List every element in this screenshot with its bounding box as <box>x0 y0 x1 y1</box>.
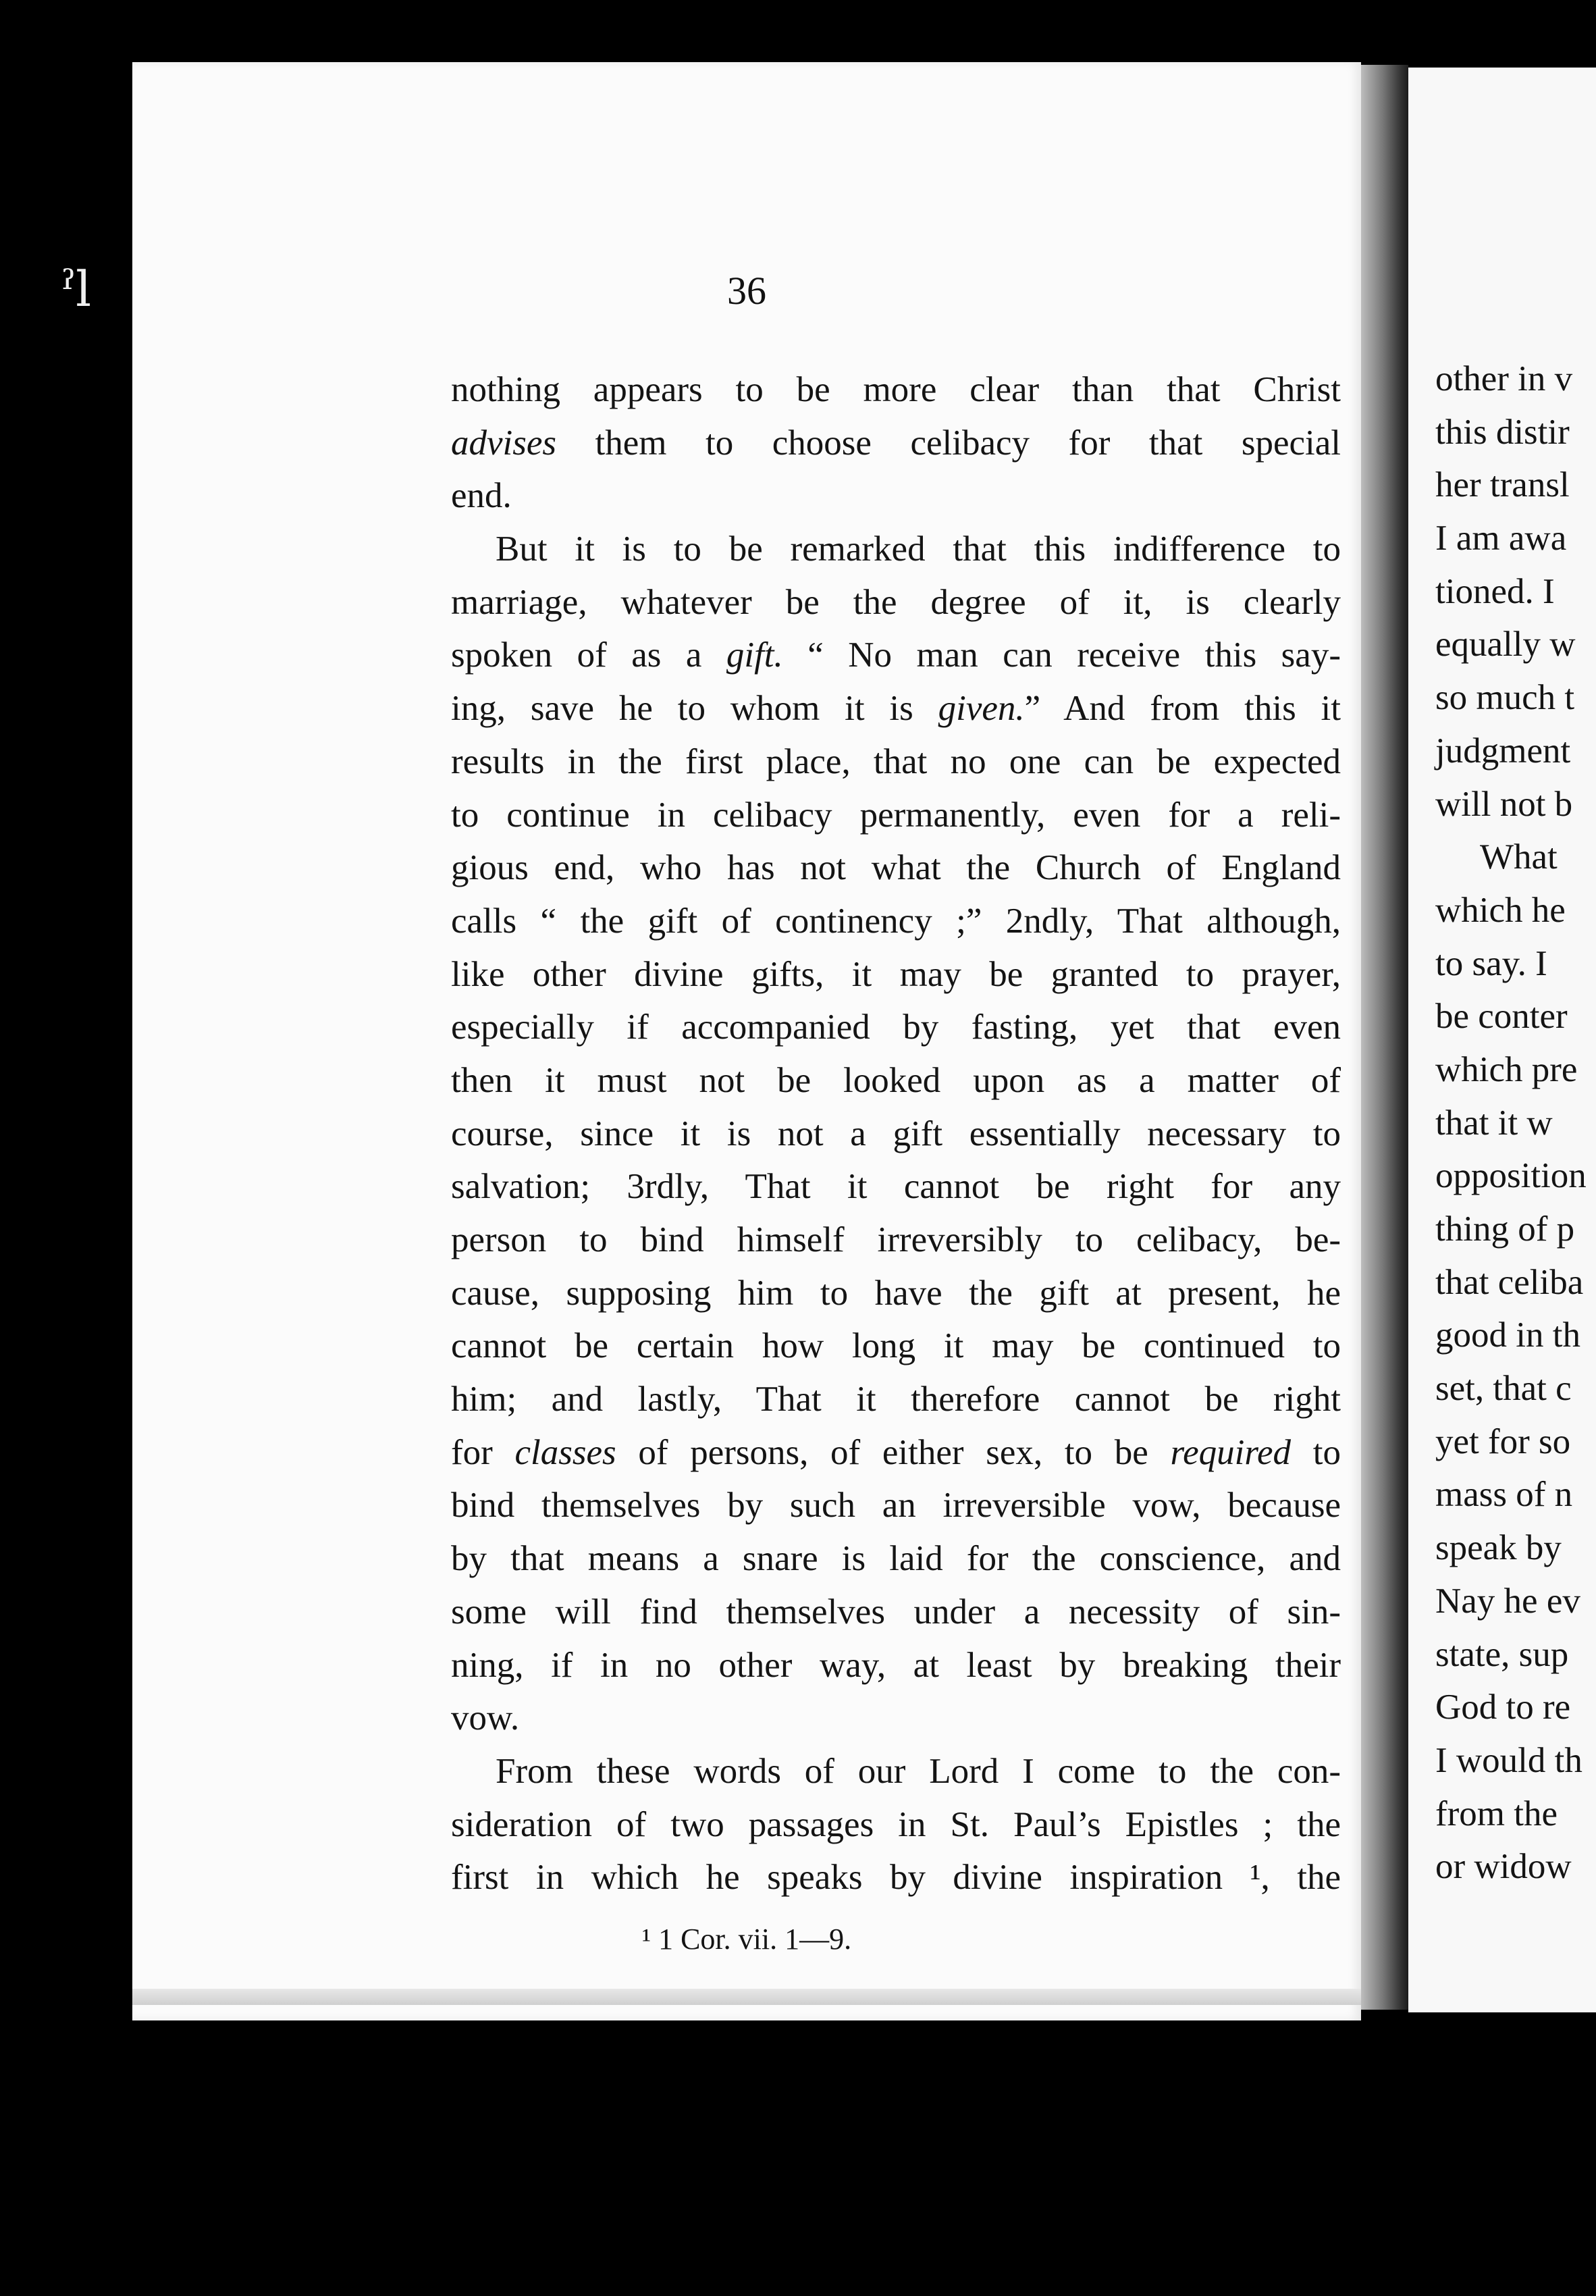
right-text-line: be conter <box>1435 997 1568 1037</box>
text-run: course, since it is not a gift essentially necessary to <box>451 1114 1341 1153</box>
text-run: ing, save he to whom it is <box>451 689 938 729</box>
right-text-line: will not b <box>1435 784 1573 824</box>
text-line <box>451 948 1341 1001</box>
text-line <box>451 363 1341 417</box>
text-run: “ No man can receive this say- <box>782 635 1341 675</box>
text-line <box>451 1320 1341 1373</box>
right-text-line: state, sup <box>1435 1634 1569 1674</box>
italic-text: advises <box>451 423 557 463</box>
text-line <box>451 1532 1341 1586</box>
italic-text: given. <box>938 689 1025 729</box>
right-text-line: equally w <box>1435 625 1576 664</box>
right-text-line: set, that c <box>1435 1369 1572 1409</box>
right-text-line: this distir <box>1435 412 1570 452</box>
right-text-line: to say. I <box>1435 943 1547 983</box>
text-line <box>451 523 1341 576</box>
text-run: ning, if in no other way, at least by breaking their <box>451 1645 1341 1685</box>
text-run: bind themselves by such an irreversible vow, because <box>451 1486 1341 1525</box>
right-text-line: or widow <box>1435 1847 1572 1887</box>
italic-text: classes <box>514 1432 616 1472</box>
right-text-line: opposition <box>1435 1156 1587 1196</box>
text-run: to continue in celibacy permanently, even for a reli- <box>451 795 1341 835</box>
book-gutter <box>1361 65 1408 2010</box>
text-run: From these words of our Lord I come to the con- <box>496 1751 1341 1791</box>
text-run: spoken of as a <box>451 635 726 675</box>
text-run: some will find themselves under a necessity of sin- <box>451 1592 1341 1632</box>
right-text-line: that celiba <box>1435 1262 1584 1302</box>
right-text-line: good in th <box>1435 1315 1580 1355</box>
text-line <box>451 1214 1341 1267</box>
text-run: him; and lastly, That it therefore cannot be right <box>451 1380 1341 1419</box>
right-text-line: speak by <box>1435 1528 1562 1568</box>
text-run: like other divine gifts, it may be granted to prayer, <box>451 954 1341 994</box>
right-text-line: I would th <box>1435 1740 1582 1780</box>
text-line <box>451 576 1341 629</box>
text-run: salvation; 3rdly, That it cannot be right for any <box>451 1167 1341 1207</box>
text-run: marriage, whatever be the degree of it, is clearly <box>451 582 1341 622</box>
text-line <box>451 841 1341 895</box>
text-line <box>451 789 1341 842</box>
right-page-text <box>1435 353 1587 1894</box>
italic-text: gift. <box>726 635 783 675</box>
text-line <box>451 1267 1341 1320</box>
text-line <box>451 469 1341 523</box>
text-run: first in which he speaks by divine inspiration ¹, the <box>451 1858 1341 1898</box>
page-number: 36 <box>727 269 766 313</box>
text-line <box>451 735 1341 789</box>
margin-mark: ˀl <box>62 261 92 317</box>
right-text-line: yet for so <box>1435 1421 1571 1461</box>
text-run: them to choose celibacy for that special <box>556 423 1341 463</box>
text-line <box>451 895 1341 948</box>
text-line <box>451 1745 1341 1798</box>
left-page-edge <box>132 1989 1388 2005</box>
text-run: person to bind himself irreversibly to celibacy, be- <box>451 1220 1341 1259</box>
text-line <box>451 1798 1341 1852</box>
right-text-line: I am awa <box>1435 519 1567 558</box>
right-text-line: which pre <box>1435 1049 1578 1089</box>
right-text-line: from the <box>1435 1794 1558 1833</box>
text-line <box>451 1639 1341 1692</box>
text-line <box>451 1054 1341 1107</box>
right-text-line: tioned. I <box>1435 571 1555 611</box>
text-run: of persons, of either sex, to be <box>616 1432 1171 1472</box>
text-run: especially if accompanied by fasting, yet that even <box>451 1008 1341 1047</box>
left-page-text <box>451 363 1341 1904</box>
text-run: results in the first place, that no one can be expected <box>451 741 1341 781</box>
text-run: sideration of two passages in St. Paul’s Epistles ; the <box>451 1804 1341 1844</box>
text-run: But it is to be remarked that this indifference to <box>496 529 1341 569</box>
text-run: cannot be certain how long it may be continued to <box>451 1326 1341 1366</box>
text-run: for <box>451 1432 515 1472</box>
right-text-line: Nay he ev <box>1435 1581 1580 1621</box>
text-run: then it must not be looked upon as a matter of <box>451 1060 1341 1100</box>
text-line <box>451 1692 1341 1745</box>
text-line <box>451 1586 1341 1639</box>
text-line <box>451 1851 1341 1904</box>
right-text-line: that it w <box>1435 1103 1553 1143</box>
text-line <box>451 682 1341 735</box>
right-text-line: mass of n <box>1435 1475 1573 1515</box>
text-line <box>451 1479 1341 1532</box>
text-line <box>451 1426 1341 1480</box>
right-text-line: judgment <box>1435 731 1571 771</box>
right-text-line: thing of p <box>1435 1209 1575 1249</box>
text-run: cause, supposing him to have the gift at present, he <box>451 1273 1341 1313</box>
text-line <box>451 1160 1341 1214</box>
text-run: end. <box>451 476 512 516</box>
text-line <box>451 629 1341 682</box>
text-run: gious end, who has not what the Church of England <box>451 848 1341 888</box>
right-text-line: so much t <box>1435 678 1575 718</box>
text-line <box>451 1107 1341 1161</box>
italic-text: required <box>1170 1432 1292 1472</box>
text-run: calls “ the gift of continency ;” 2ndly, That although, <box>451 901 1341 941</box>
text-line <box>451 417 1341 470</box>
footnote: ¹ 1 Cor. vii. 1—9. <box>641 1923 852 1956</box>
text-line <box>451 1001 1341 1054</box>
right-text-line: What <box>1480 837 1558 877</box>
right-text-line: God to re <box>1435 1688 1571 1727</box>
text-run: nothing appears to be more clear than that Christ <box>451 370 1341 409</box>
right-text-line: other in v <box>1435 359 1573 398</box>
text-run: by that means a snare is laid for the conscience, and <box>451 1539 1341 1579</box>
text-run: ” And from this it <box>1024 689 1341 729</box>
text-run: vow. <box>451 1698 520 1738</box>
text-line <box>451 1373 1341 1426</box>
right-text-line: which he <box>1435 890 1566 930</box>
right-text-line: her transl <box>1435 465 1570 505</box>
text-run: to <box>1291 1432 1341 1472</box>
